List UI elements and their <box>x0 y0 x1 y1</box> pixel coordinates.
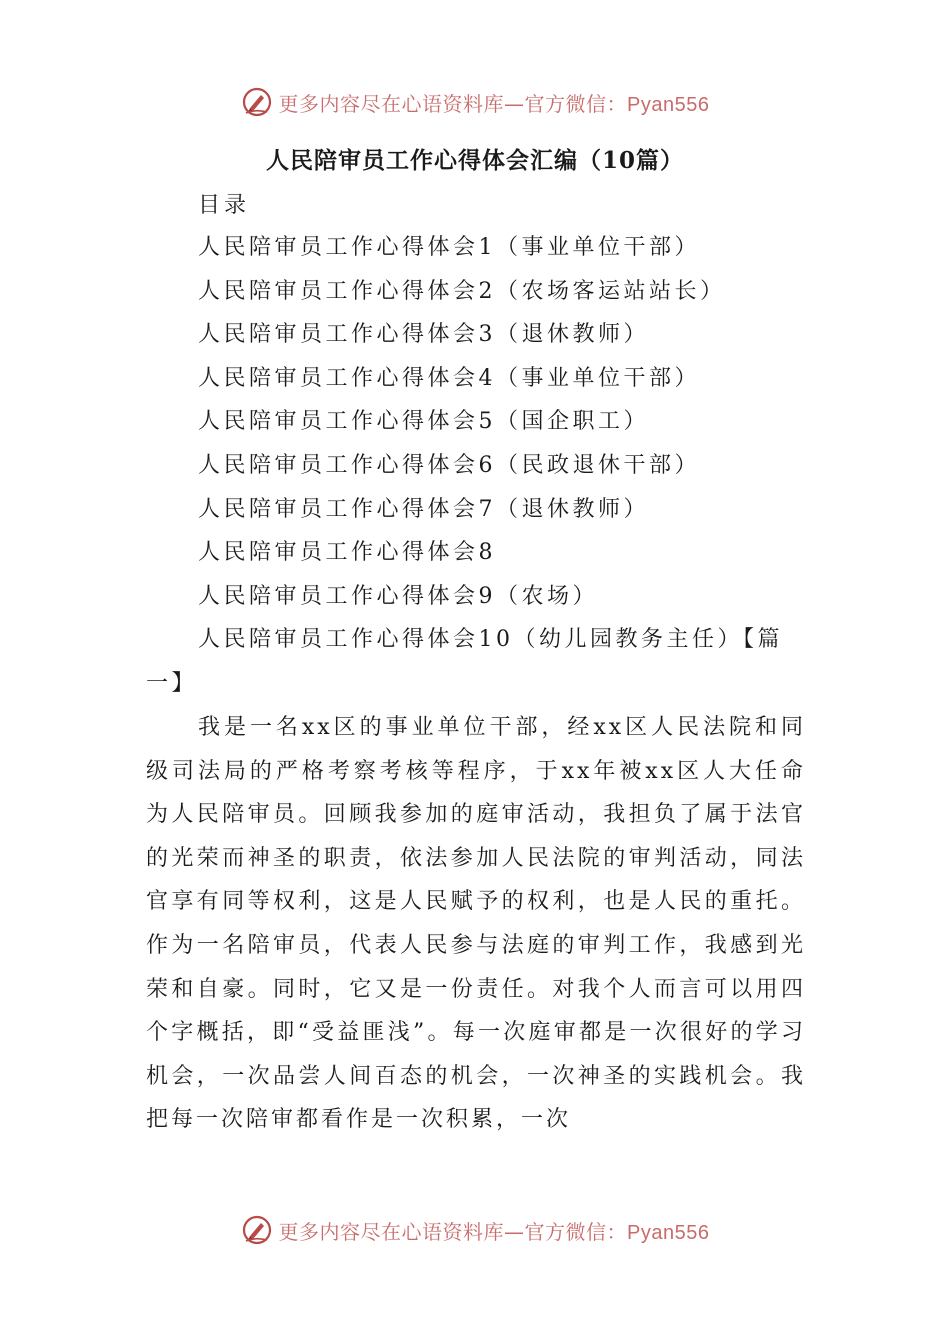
table-of-contents <box>198 226 726 618</box>
document-title: 人民陪审员工作心得体会汇编（10篇） <box>265 147 684 174</box>
footer-watermark <box>0 1212 950 1248</box>
toc-item: 人民陪审员工作心得体会6（民政退休干部） <box>198 452 700 478</box>
watermark-label: 更多内容尽在心语资料库—官方微信： <box>278 91 628 116</box>
toc-item: 人民陪审员工作心得体会5（国企职工） <box>198 409 649 435</box>
toc-item: 人民陪审员工作心得体会1（事业单位干部） <box>198 235 700 260</box>
watermark-label: 更多内容尽在心语资料库—官方微信： <box>278 1219 628 1244</box>
toc-heading: 目录 <box>198 193 251 218</box>
body-paragraph: 我是一名xx区的事业单位干部，经xx区人民法院和同级司法局的严格考察考核等程序，于xx年被xx区人大任命为人民陪审员。回顾我参加的庭审活动，我担负了属于法官的光荣而神圣的职责，依法参加人民法院的审判活动，同法官享有同等权利，这是人民赋予的权利，也是人民的重托。作为一名陪审员，代表人民参与法庭的审判工作，我感到光荣和自豪。同时，它又是一份责任。对我个人而言可以用四个字概括，即“受益匪浅”。每一次庭审都是一次很好的学习机会，一次品尝人间百态的机会，一次神圣的实践机会。我把每一次陪审都看作是一次积累，一次 <box>146 715 806 1133</box>
pen-circle-logo-icon <box>241 1214 273 1246</box>
watermark-text <box>279 88 710 117</box>
toc-item: 人民陪审员工作心得体会8 <box>198 540 496 566</box>
toc-item: 人民陪审员工作心得体会7（退休教师） <box>198 496 649 522</box>
pen-circle-logo-icon <box>241 86 273 118</box>
toc-item: 人民陪审员工作心得体会9（农场） <box>198 583 598 609</box>
toc-item: 人民陪审员工作心得体会4（事业单位干部） <box>198 365 700 391</box>
watermark-wechat-id: Pyan556 <box>627 1221 710 1244</box>
header-watermark <box>0 84 950 120</box>
toc-item: 人民陪审员工作心得体会3（退休教师） <box>198 322 649 348</box>
watermark-wechat-id: Pyan556 <box>627 93 710 116</box>
watermark-text <box>279 1216 710 1245</box>
toc-item-last-with-section-marker: 人民陪审员工作心得体会10（幼儿园教务主任）【篇一】 <box>146 627 783 696</box>
toc-item: 人民陪审员工作心得体会2（农场客运站站长） <box>198 278 726 304</box>
